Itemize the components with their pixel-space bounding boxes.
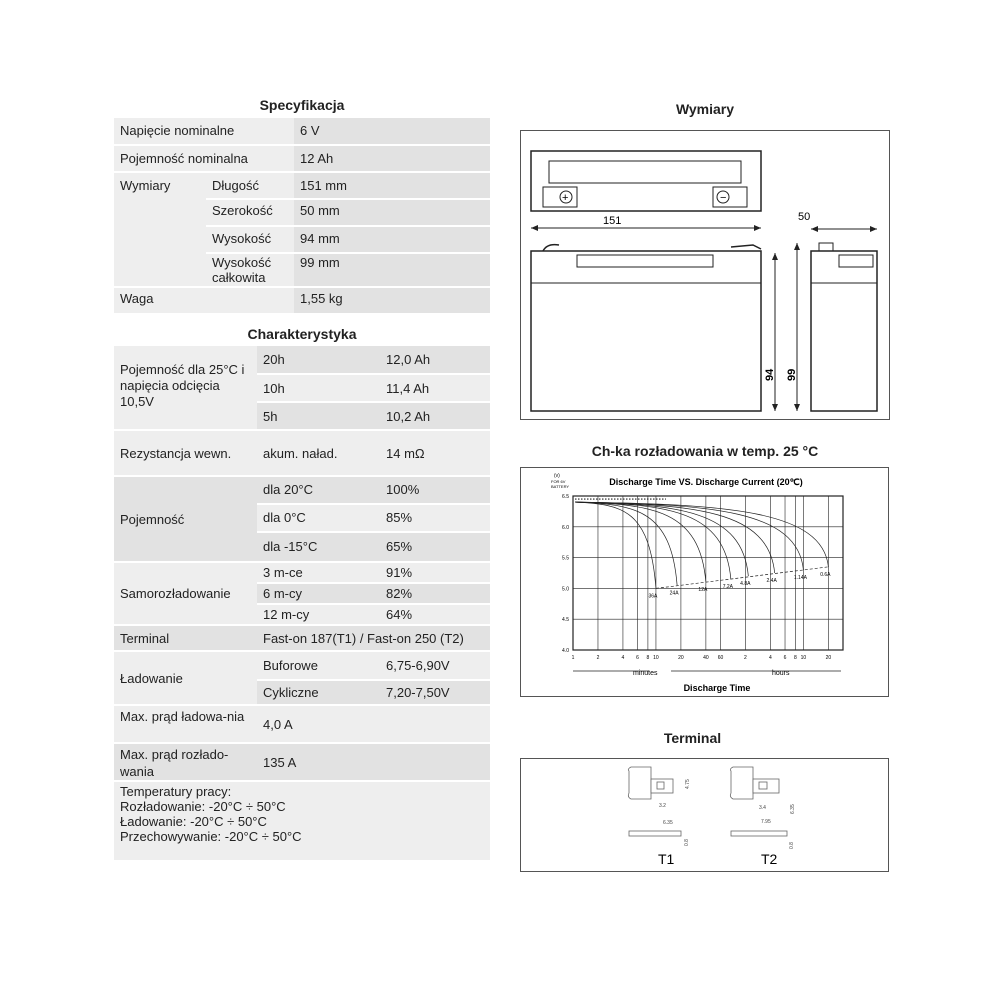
x-tick-label: 20 xyxy=(825,655,832,661)
x-tick-label: 6 xyxy=(783,655,787,661)
t1-hole xyxy=(657,782,664,789)
plus-icon: + xyxy=(562,192,569,204)
top-view-label-area xyxy=(549,161,741,183)
char-label: Pojemność xyxy=(114,476,257,562)
t2-dim: 3.4 xyxy=(759,805,766,811)
spec-value: 12 Ah xyxy=(294,145,490,172)
arrow-left-icon xyxy=(531,225,538,231)
side-terminal xyxy=(819,243,833,251)
y-tick-label: 6.0 xyxy=(562,524,569,531)
temp-line: Przechowywanie: -20°C ÷ 50°C xyxy=(120,829,302,844)
char-sub: 12 m-cy xyxy=(257,604,380,625)
arrow-right-icon xyxy=(870,226,877,232)
discharge-title: Ch-ka rozładowania w temp. 25 °C xyxy=(591,443,819,459)
arrow-right-icon xyxy=(754,225,761,231)
t1-dim: 0.8 xyxy=(684,839,690,846)
x-tick-label: 10 xyxy=(800,655,807,661)
dimensions-drawing xyxy=(520,130,890,420)
series-label: 12A xyxy=(698,587,708,594)
char-label: Terminal xyxy=(114,625,257,651)
series-label: 24A xyxy=(669,590,679,597)
x-tick-label: 20 xyxy=(678,655,684,661)
char-value: Fast-on 187(T1) / Fast-on 250 (T2) xyxy=(257,625,490,651)
battery-front-view xyxy=(531,251,761,411)
char-value: 135 A xyxy=(257,743,490,781)
spec-sub: Długość xyxy=(206,172,294,199)
total-height-label: 99 xyxy=(786,368,798,381)
char-label: Max. prąd rozłado-wania xyxy=(114,743,257,781)
spec-sub: Wysokość całkowita xyxy=(206,253,294,287)
char-value: 14 mΩ xyxy=(380,430,490,476)
t1-dim: 3.2 xyxy=(659,803,666,809)
char-label: Rezystancja wewn. xyxy=(114,430,257,476)
t2-dim: 0.8 xyxy=(789,842,795,849)
char-label: Pojemność dla 25°C i napięcia odcięcia 10,5V xyxy=(114,346,257,430)
y-tick-label: 5.5 xyxy=(562,555,569,562)
char-value: 4,0 A xyxy=(257,705,490,743)
char-value: 85% xyxy=(380,504,490,532)
t1-dim: 4.75 xyxy=(685,779,691,789)
t2-label: T2 xyxy=(761,851,778,867)
arrow-left-icon xyxy=(811,226,818,232)
y-tick-label: 5.0 xyxy=(562,586,569,593)
spec-label: Napięcie nominalne xyxy=(114,118,294,145)
battery-side-view xyxy=(811,251,877,411)
x-tick-label: 4 xyxy=(621,655,625,661)
temp-line: Ładowanie: -20°C ÷ 50°C xyxy=(120,814,267,829)
discharge-chart-box xyxy=(520,467,889,697)
x-tick-label: 4 xyxy=(769,655,772,661)
y-note: BATTERY xyxy=(551,484,570,489)
minutes-label: minutes xyxy=(633,670,658,677)
t2-dim: 7.95 xyxy=(761,819,771,825)
side-lid-recess xyxy=(839,255,873,267)
temperature-block xyxy=(114,781,490,861)
t2-profile xyxy=(731,831,787,836)
char-label: Ładowanie xyxy=(114,651,257,705)
spec-value: 50 mm xyxy=(294,199,490,226)
series-label: 2.4A xyxy=(766,578,777,584)
t1-profile xyxy=(629,831,681,836)
spec-table xyxy=(114,118,490,315)
minus-icon: − xyxy=(720,192,727,204)
y-tick-label: 6.5 xyxy=(562,494,569,500)
spec-value: 1,55 kg xyxy=(294,287,490,314)
series-label: 36A xyxy=(648,593,658,600)
char-title: Charakterystyka xyxy=(247,326,357,342)
char-label: Samorozładowanie xyxy=(114,562,257,625)
series-label: 0.6A xyxy=(820,571,831,578)
x-tick-label: 2 xyxy=(596,655,600,661)
battery-drawing-svg xyxy=(521,131,889,419)
y-note: FOR 6V xyxy=(551,479,566,484)
x-tick-label: 2 xyxy=(744,655,747,661)
spec-sub: Szerokość xyxy=(206,199,294,226)
temp-line: Rozładowanie: -20°C ÷ 50°C xyxy=(120,799,286,814)
char-sub: Cykliczne xyxy=(257,680,380,705)
front-terminal-right xyxy=(731,245,761,249)
x-axis-label: Discharge Time xyxy=(683,683,751,693)
discharge-chart xyxy=(521,468,888,696)
x-tick-label: 8 xyxy=(646,655,650,661)
char-sub: dla 20°C xyxy=(257,476,380,504)
arrow-up-icon xyxy=(772,253,778,260)
chart-title: Discharge Time VS. Discharge Current (20℃) xyxy=(609,477,803,487)
t1-body xyxy=(628,767,651,799)
char-value: 65% xyxy=(380,532,490,562)
series-label: 1.14A xyxy=(793,574,807,581)
spec-value: 94 mm xyxy=(294,226,490,253)
terminal-title: Terminal xyxy=(663,730,722,746)
char-value: 7,20-7,50V xyxy=(380,680,490,705)
y-unit: (v) xyxy=(554,473,560,479)
arrow-down-icon xyxy=(794,404,800,411)
char-sub: 6 m-cy xyxy=(257,583,380,604)
char-value: 64% xyxy=(380,604,490,625)
char-value: 6,75-6,90V xyxy=(380,651,490,680)
x-tick-label: 60 xyxy=(717,655,724,661)
char-sub: 20h xyxy=(257,346,380,374)
width-label: 50 xyxy=(798,211,811,223)
char-label: Max. prąd ładowa-nia xyxy=(114,705,257,743)
front-label-recess xyxy=(577,255,713,267)
t2-dim: 6.35 xyxy=(790,804,796,814)
char-value: 11,4 Ah xyxy=(380,374,490,402)
char-sub: 10h xyxy=(257,374,380,402)
y-tick-label: 4.0 xyxy=(562,648,569,654)
char-sub: Buforowe xyxy=(257,651,380,680)
arrow-up-icon xyxy=(794,243,800,250)
x-tick-label: 6 xyxy=(636,655,639,661)
spec-sub: Wysokość xyxy=(206,226,294,253)
spec-value: 6 V xyxy=(294,118,490,145)
temp-line: Temperatury pracy: xyxy=(120,784,232,799)
x-tick-label: 40 xyxy=(703,655,709,661)
front-terminal-left xyxy=(543,245,559,251)
spec-label: Wymiary xyxy=(114,172,206,287)
char-sub: 5h xyxy=(257,402,380,430)
height-label: 94 xyxy=(764,368,776,381)
terminal-svg xyxy=(521,759,888,871)
char-value: 82% xyxy=(380,583,490,604)
y-tick-label: 4.5 xyxy=(562,617,569,624)
t2-body xyxy=(730,767,753,799)
series-label: 4.8A xyxy=(740,581,751,588)
series-label: 7.2A xyxy=(722,584,733,591)
arrow-down-icon xyxy=(772,404,778,411)
char-value: 91% xyxy=(380,562,490,583)
length-label: 151 xyxy=(603,215,622,227)
hours-label: hours xyxy=(772,670,790,677)
spec-value: 151 mm xyxy=(294,172,490,199)
x-tick-label: 8 xyxy=(793,655,797,661)
x-tick-label: 1 xyxy=(571,655,575,661)
char-sub: akum. naład. xyxy=(257,430,380,476)
char-value: 10,2 Ah xyxy=(380,402,490,430)
terminal-drawing xyxy=(520,758,889,872)
spec-title: Specyfikacja xyxy=(259,97,345,113)
char-value: 100% xyxy=(380,476,490,504)
t2-hole xyxy=(759,782,767,789)
spec-label: Pojemność nominalna xyxy=(114,145,294,172)
spec-label: Waga xyxy=(114,287,294,314)
dims-title: Wymiary xyxy=(675,101,735,117)
char-sub: 3 m-ce xyxy=(257,562,380,583)
char-table xyxy=(114,346,490,862)
x-tick-label: 10 xyxy=(653,655,659,661)
char-value: 12,0 Ah xyxy=(380,346,490,374)
spec-value: 99 mm xyxy=(294,253,490,287)
char-sub: dla -15°C xyxy=(257,532,380,562)
t1-label: T1 xyxy=(658,851,675,867)
char-sub: dla 0°C xyxy=(257,504,380,532)
t1-dim: 6.35 xyxy=(663,820,673,826)
